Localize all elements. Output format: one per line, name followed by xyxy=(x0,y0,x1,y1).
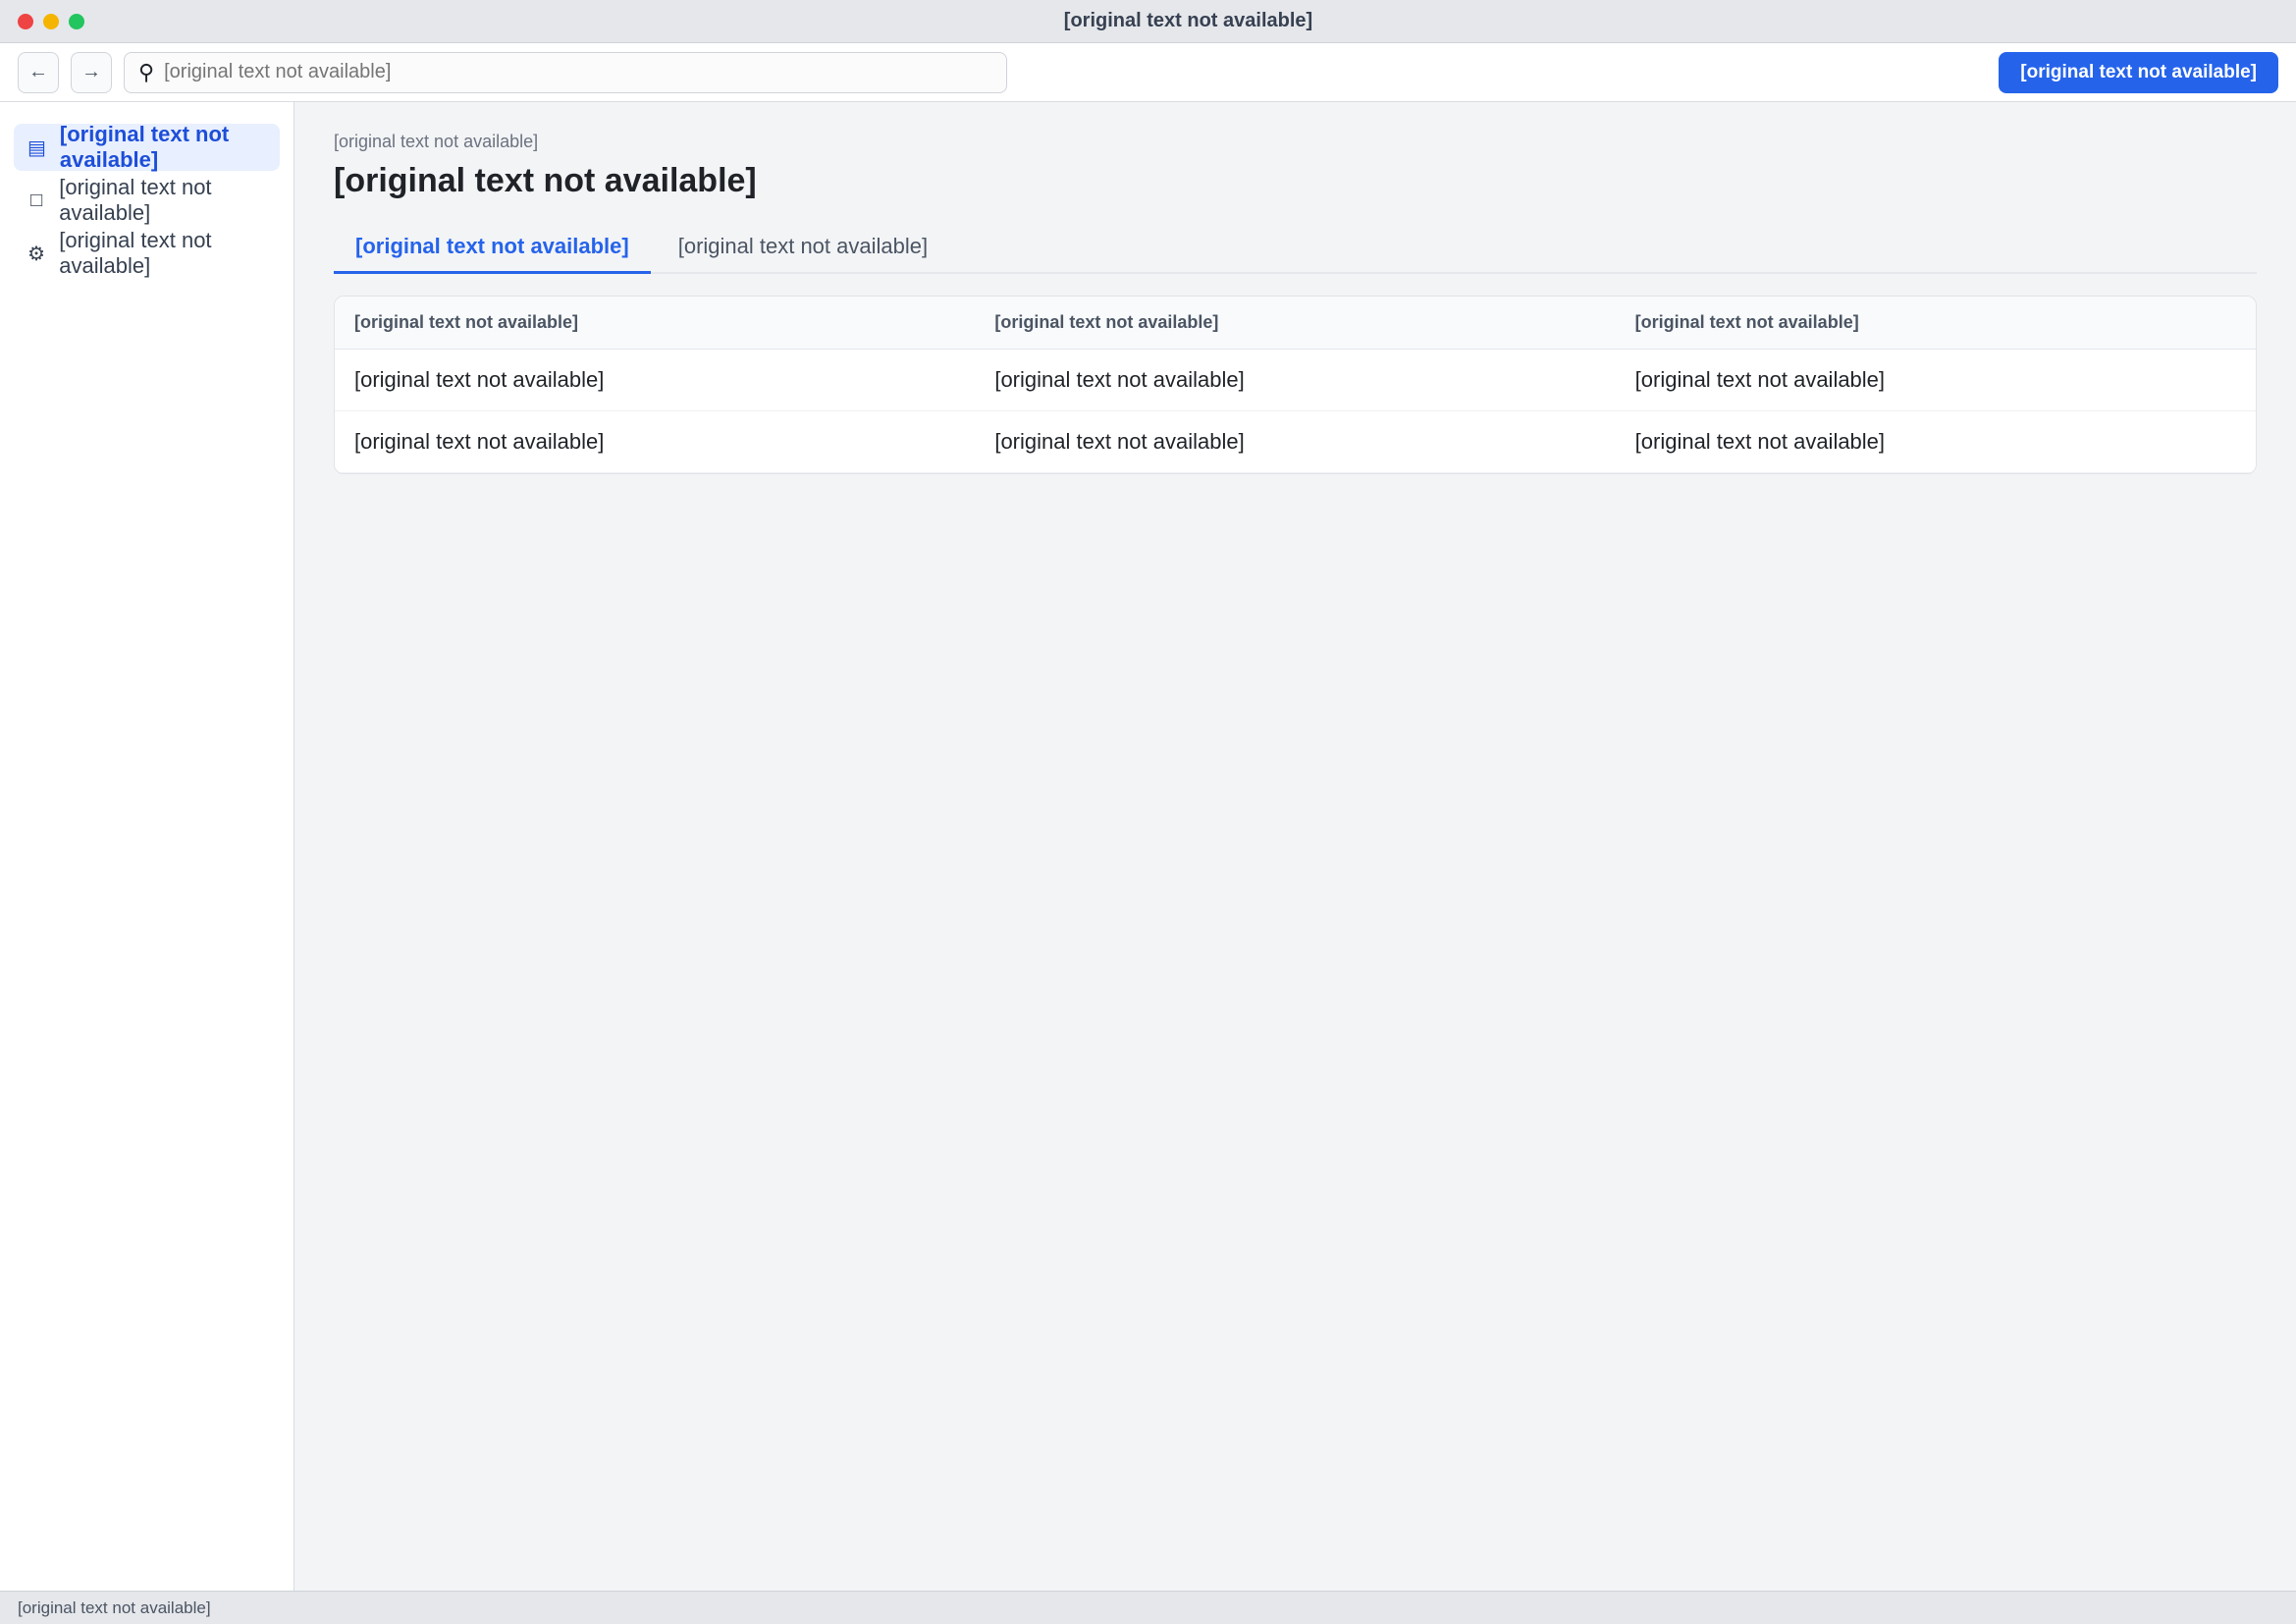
minimize-window-button[interactable] xyxy=(43,14,59,29)
status-text: [original text not available] xyxy=(18,1597,211,1617)
table-row[interactable] xyxy=(335,350,2256,411)
table-body xyxy=(335,350,2256,473)
table-row[interactable] xyxy=(335,411,2256,473)
maximize-window-button[interactable] xyxy=(69,14,84,29)
search-box[interactable] xyxy=(124,52,1007,93)
table-column-header[interactable]: [original text not available] xyxy=(335,297,975,350)
gear-icon: ⚙ xyxy=(27,243,46,265)
window-title: [original text not available] xyxy=(1063,10,1313,31)
window-titlebar xyxy=(0,0,2296,43)
search-icon: ⚲ xyxy=(138,59,155,84)
tab-bar xyxy=(334,222,2257,274)
search-input[interactable] xyxy=(164,61,992,83)
arrow-left-icon: ← xyxy=(28,61,48,82)
table-header-row xyxy=(335,297,2256,350)
sidebar xyxy=(0,102,294,1591)
data-table xyxy=(335,297,2256,473)
forward-button[interactable] xyxy=(71,52,112,93)
sidebar-item[interactable] xyxy=(14,230,280,277)
sidebar-item[interactable] xyxy=(14,177,280,224)
table-cell: [original text not available] xyxy=(335,411,975,473)
table-column-header[interactable]: [original text not available] xyxy=(1616,297,2256,350)
table-column-header[interactable]: [original text not available] xyxy=(975,297,1615,350)
table-cell: [original text not available] xyxy=(975,411,1615,473)
page-title: [original text not available] xyxy=(334,162,757,199)
table-head xyxy=(335,297,2256,350)
sidebar-item-label: [original text not available] xyxy=(59,122,230,172)
file-icon: □ xyxy=(30,189,43,211)
table-cell: [original text not available] xyxy=(1616,411,2256,473)
status-bar xyxy=(0,1591,2296,1624)
table-cell: [original text not available] xyxy=(975,350,1615,411)
tab-item[interactable]: [original text not available] xyxy=(677,234,929,258)
sidebar-item-label: [original text not available] xyxy=(59,228,212,278)
data-table-card xyxy=(334,296,2257,474)
sidebar-item[interactable] xyxy=(14,124,280,171)
primary-action-button[interactable]: [original text not available] xyxy=(1999,52,2278,93)
window-controls xyxy=(18,14,84,29)
toolbar xyxy=(0,43,2296,102)
app-layout xyxy=(0,102,2296,1591)
arrow-right-icon: → xyxy=(81,61,101,82)
back-button[interactable] xyxy=(18,52,59,93)
table-cell: [original text not available] xyxy=(335,350,975,411)
folder-icon: ▤ xyxy=(27,136,46,159)
main-content xyxy=(294,102,2296,1591)
sidebar-item-label: [original text not available] xyxy=(59,175,212,225)
breadcrumb: [original text not available] xyxy=(334,132,539,151)
close-window-button[interactable] xyxy=(18,14,33,29)
table-cell: [original text not available] xyxy=(1616,350,2256,411)
tab-item[interactable]: [original text not available] xyxy=(334,222,651,274)
